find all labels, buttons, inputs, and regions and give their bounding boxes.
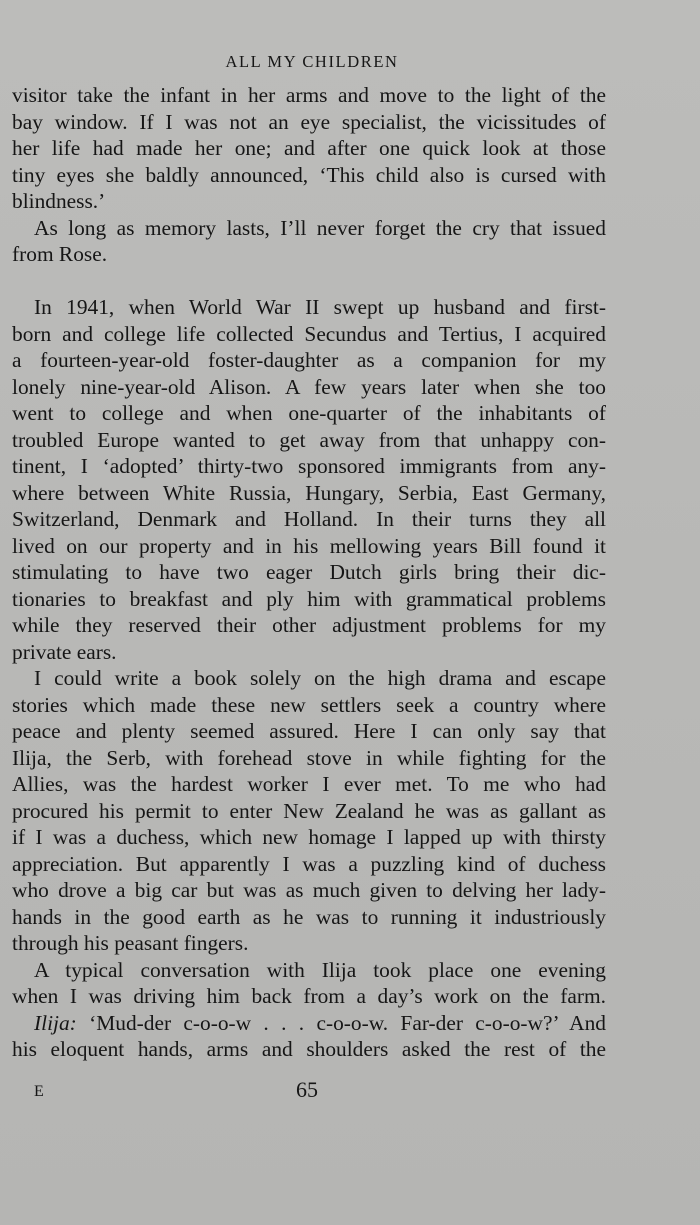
text-line: from Rose. [12,242,108,266]
text-line: A typical conversation with Ilija took place one evening [34,957,606,982]
text-line: Switzerland, Denmark and Holland. In their turns they all [12,507,606,531]
text-line: hands in the good earth as he was to running it industriously [12,904,606,929]
text-line: tionaries to breakfast and ply him with grammatical problems [12,586,606,611]
text-line: procured his permit to enter New Zealand he was as gallant as [12,798,606,823]
text-line: went to college and when one-quarter of the inhabitants of [12,401,606,425]
section-break [12,268,606,295]
text-line: tinent, I ‘adopted’ thirty-two sponsored immigrants from any- [12,454,606,478]
text-line: In 1941, when World War II swept up husband and first- [34,295,606,319]
text-line: Ilija, the Serb, with forehead stove in while fighting for the [12,745,606,770]
text-line: blindness.’ [12,189,106,213]
text-line: stimulating to have two eager Dutch girls bring their dic- [12,560,606,584]
page-number: 65 [296,1077,318,1102]
speaker-name: Ilija: [34,1010,77,1035]
text-line: a fourteen-year-old foster-daughter as a companion for my [12,348,606,372]
text-line: troubled Europe wanted to get away from that unhappy con- [12,427,606,452]
text-line: when I was driving him back from a day’s work on the farm. [12,984,606,1008]
text-line: if I was a duchess, which new homage I lapped up with thirsty [12,825,606,849]
running-head: ALL MY CHILDREN [225,52,399,71]
text-line: tiny eyes she baldly announced, ‘This child also is cursed with [12,162,606,187]
text-line: lived on our property and in his mellowing years Bill found it [12,533,606,558]
text-line: As long as memory lasts, I’ll never forget the cry that issued [34,215,606,240]
text-line: through his peasant fingers. [12,931,249,955]
text-line: private ears. [12,639,117,664]
text-line: his eloquent hands, arms and shoulders asked the rest of the [12,1037,606,1061]
text-line: lonely nine-year-old Alison. A few years later when she too [12,374,606,399]
text-line: I could write a book solely on the high drama and escape [34,666,606,690]
text-line: who drove a big car but was as much given to delving her lady- [12,878,606,902]
text-line: born and college life collected Secundus and Tertius, I acquired [12,321,606,346]
text-line: stories which made these new settlers seek a country where [12,692,606,717]
text-line: peace and plenty seemed assured. Here I can only say that [12,719,606,743]
text-line: Ilija: ‘Mud-der c-o-o-w . . . c-o-o-w. Far-der c-o-o-w?’ And [34,1010,606,1035]
text-line: bay window. If I was not an eye specialist, the vicissitudes of [12,109,606,134]
text-line: while they reserved their other adjustment problems for my [12,613,606,637]
body-text [12,82,606,1063]
signature-mark: E [34,1083,44,1100]
text-line: appreciation. But apparently I was a puzzling kind of duchess [12,851,606,876]
text-line: visitor take the infant in her arms and move to the light of the [12,83,606,107]
text-line: her life had made her one; and after one quick look at those [12,136,606,160]
text-line: Allies, was the hardest worker I ever met. To me who had [12,772,606,796]
text-line: where between White Russia, Hungary, Serbia, East Germany, [12,480,606,505]
